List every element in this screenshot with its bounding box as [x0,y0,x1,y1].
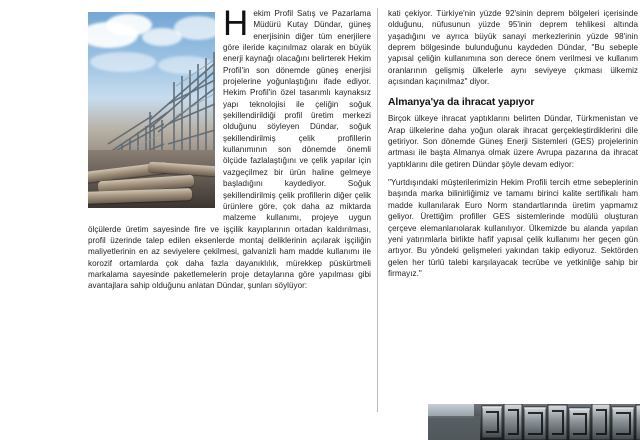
right-column [388,8,638,420]
right-column-body [388,8,638,279]
right-column-paragraph-3: "Yurtdışındaki müşterilerimizin Hekim Profili tercih etme sebeplerinin başında marka bilinirliğimiz ve tamamı birinci kalite sertifikalı ham madde kullanılarak Euro Norm standartlarında üretim yapmamız geliyor. Ürettiğim profiller GES sistemlerinde modülü oluşturan çerçeve elemanlarıolarak kullanılıyor. Ülkemizde bu alanda yapılan yeni yatırımlarla birlikte hafif yapısal çelik kullanımı her geçen gün artıyor. Bu yöndeki gelişmeleri yakından takip ediyoruz. Sektörden gelen her türlü talebi karşılayacak tecrübe ve yetkinliğe sahip bir firmayız." [388,178,638,278]
column-divider [377,8,378,412]
steel-profiles-graphic [428,404,640,440]
right-column-paragraph-1: kati çekiyor. Türkiye'nin yüzde 92'sinin deprem bölgeleri içerisinde olduğunu, nüfusunun yüzde 95'inin deprem tehlikesi altında yaşadığını ve ayrıca büyük sanayi merkezlerinin yüzde 98'inin deprem bölgesinde bulunduğunu kaydeden Dündar, "Bu sebeple yapısal çeliğin kullanımına son derece önem verilmesi ve kullanım oranlarının gelişmiş ülkelerle aynı seviyeye çıkması ülkemiz açısından kaçınılmaz" diyor. [388,9,638,87]
left-column [88,4,371,420]
left-column-body [88,4,371,292]
left-column-paragraph-1: ekim Profil Satış ve Pazarlama Müdürü Kutay Dündar, güneş enerjisinin diğer tüm enerjilere göre ileride kaçınılmaz olarak en büyük enerji kaynağı olacağını belirterek Hekim Profil'in son dönemde güneş enerjisi projelerine yoğunlaştığını ifade ediyor. Hekim Profil'in özel tasarımlı kaynaksız yapı teknolojisi ile çeliğin soğuk şekillendirildiği profil üretim merkezi olduğunu söyleyen Dündar, soğuk şekillendirilmiş çelik profillerin kullanımının son dönemde önemli ölçüde fazlalaştığını ve çelik yapılar için vazgeçilmez bir ürün haline gelmeye başladığını kaydediyor. Soğuk şekillendirilmiş çelik profillerin diğer çelik ürünlere göre, çok daha az miktarda malzeme kullanımı, projeye uygun ölçülerde üretim sayesinde fire ve işçilik kayıplarının ortadan kaldırılması, profil üzerinde talep edilen eksenlerde montaj deliklerinin açılarak işçiliğin maliyetlerinin en az seviyelere çekilmesi, galvanizli ham madde kullanımı ile korozif ortamlarda çok daha fazla dayanıklılık, mürekkep püskürtmeli markalama sayesinde paketlemelerin proje detaylarına göre yapılması gibi avantajlara sahip olduğunu anlatan Dündar, şunları söylüyor: [88,9,371,291]
drop-cap: H [223,4,249,43]
section-subheading: Almanya'ya da ihracat yapıyor [388,97,535,109]
steel-frame-house-photo [88,12,215,208]
right-column-paragraph-2: Birçok ülkeye ihracat yaptıklarını belirten Dündar, Türkmenistan ve Arap ülkelerine daha yoğun olarak ihracat gerçekleştirdiklerini dile getiriyor. Son dönemde Güneş Enerji Sistemleri (GES) projelerinin artması ile başta Almanya olmak üzere Avrupa pazarına da ihracat yaptıklarını dile getiren Dündar şöyle devam ediyor: [388,114,638,169]
steel-profiles-photo [428,404,640,440]
